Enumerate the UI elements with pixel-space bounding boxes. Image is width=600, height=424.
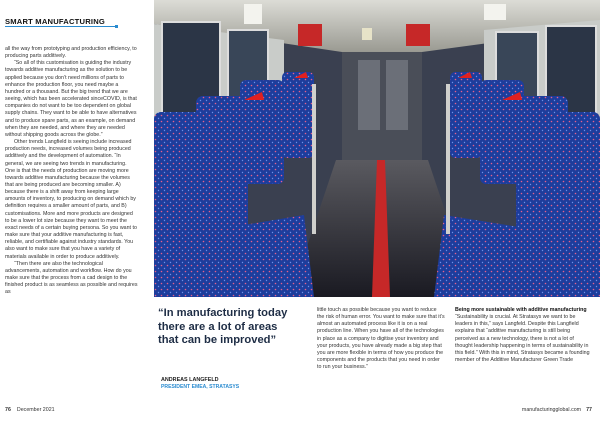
left-paragraph-2: “So all of this customisation is guiding the industry towards additive manufacturing as the solution to be applied because you don’t need millions of parts to enhance the production floor, you need maybe a hundred or a thousand. But the big trend that we are seeing, which has been accelerated sinceCOVID, is that companies do not want to be too dependent on global supply chains. They want to be able to have alternatives and to produce spare parts, as an example, on demand when they are needed, and where they are needed without shipping goods across the globe.” (5, 60, 137, 138)
pull-quote-title: PRESIDENT EMEA, STRATASYS (161, 384, 240, 390)
left-paragraph-4: “Then there are also the technological advancements, automation and workflow. How do you make sure that the process from a cad design to the finished product is as seamless as possible and requires as (5, 260, 138, 296)
website-url: manufacturingglobal.com (521, 407, 582, 413)
issue-date: December 2021 (16, 407, 55, 413)
section-title: SMART MANUFACTURING (5, 17, 105, 26)
pull-quote: “In manufacturing today there are a lot of areas that can be improved” (158, 307, 288, 347)
middle-body-column (317, 307, 445, 371)
section-header (5, 11, 117, 27)
train-interior-photo (154, 0, 600, 297)
right-paragraph: “Sustainability is crucial. At Stratasys we want to be leaders in this,” says Langfeld. Despite this Langfield explains that “additive manufacturing is still being perceived as a new technology, there is not a lot of thought leadership happening in terms of sustainability in this field.” With this in mind, Stratasys became a founding member of the Additive Manufacturer Green Trade (455, 314, 590, 364)
pull-quote-name: ANDREAS LANGFELD (161, 377, 219, 383)
footer-right (522, 407, 592, 413)
right-subheading: Being more sustainable with additive manufacturing (455, 307, 587, 313)
footer-left (5, 407, 55, 413)
page-number-left: 76 (5, 407, 11, 413)
page-number-right: 77 (586, 407, 592, 413)
middle-paragraph: little touch as possible because you want to reduce the risk of human error. You want to make sure that it’s almost an automated process like it is on a real production line. When you have all of the technologies in place as a company to digitise your inventory and your products, you have already made a big step that you are more flexible in terms of how you produce the components and the products that you need in order to run your business.” (317, 307, 445, 371)
left-body-column (5, 46, 138, 296)
left-paragraph-1: all the way from prototyping and production efficiency, to producing parts additively. (5, 46, 137, 60)
right-body-column (455, 307, 590, 364)
left-paragraph-3: Other trends Langfield is seeing include increased production needs, increased volumes being produced additively and the development of automation. “In general, we are seeing two trends in manufacturing. One is that the needs of production are moving more towards additive manufacturing because the volumes that are being produced are becoming smaller. A) because there is a shift away from keeping large amounts of inventory, to producing on demand which by definition requires a smaller amount of parts, and B) customisations. More and more products are designed to be a lower lot size because they want to meet the exact needs of a certain buying persona. So you want to make sure that your additive manufacturing is fast, reliable, and certifiable against industry standards. You also want to make sure that you have a variety of materials available in order to produce additively. (5, 139, 137, 260)
section-accent-dot (115, 25, 118, 28)
